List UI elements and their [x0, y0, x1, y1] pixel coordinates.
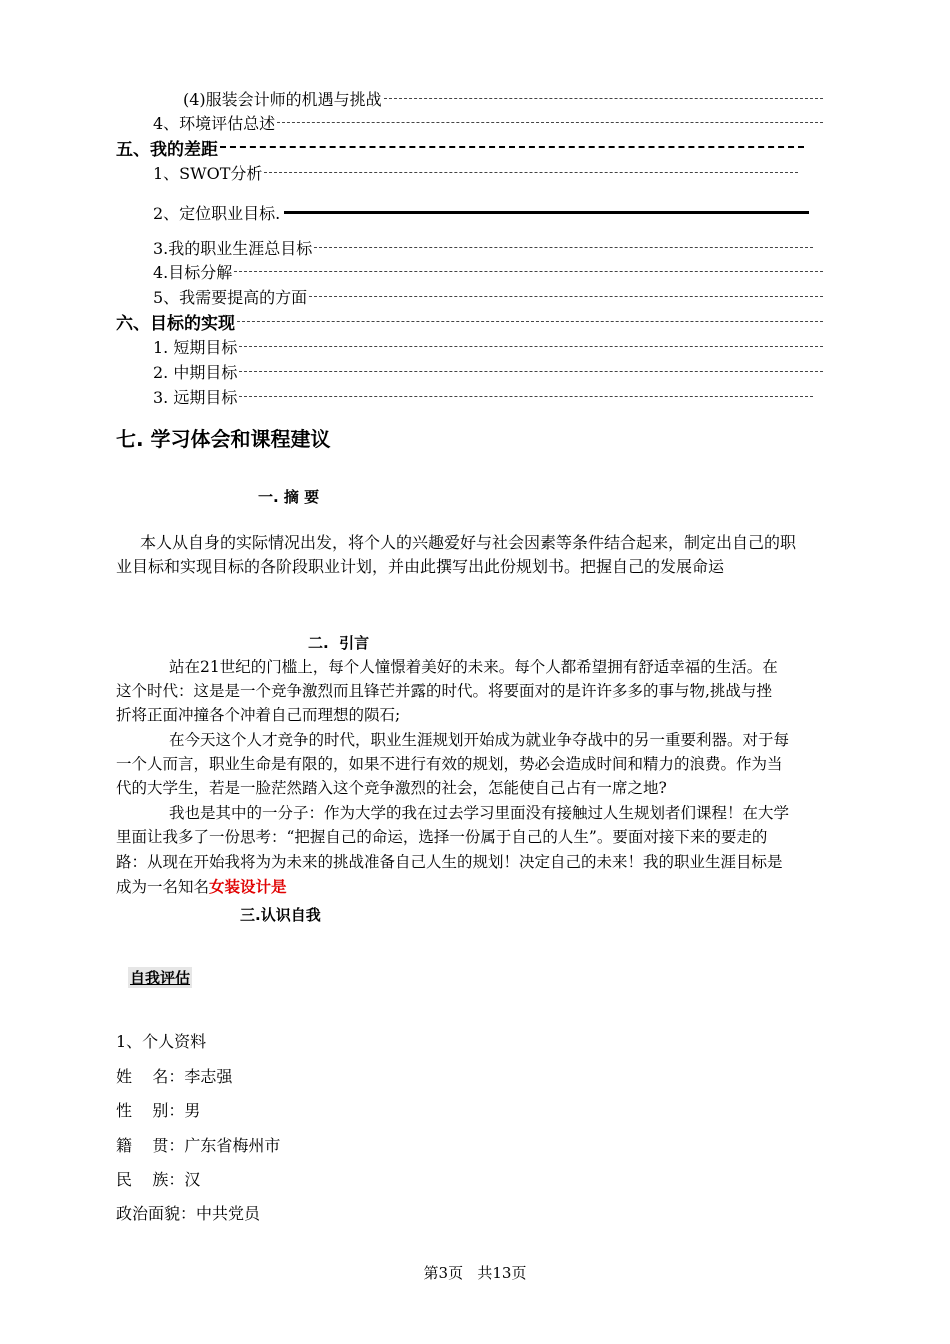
abstract-line-1: 本人从自身的实际情况出发，将个人的兴趣爱好与社会因素等条件结合起来，制定出自己的职 [140, 533, 797, 552]
profile-row [116, 1167, 200, 1190]
dot-leader [234, 271, 823, 272]
toc-item[interactable] [153, 359, 823, 383]
abstract-title: 一. 摘 要 [258, 488, 320, 506]
intro-p1-line-3: 折将正面冲撞各个冲着自己而理想的陨石; [116, 706, 401, 724]
abstract-line-2: 业目标和实现目标的各阶段职业计划，并由此撰写出此份规划书。把握自己的发展命运 [116, 557, 725, 576]
self-title: 三.认识自我 [240, 906, 321, 924]
page-footer: 第3页 共13页 [423, 1264, 527, 1282]
profile-value: 广东省梅州市 [184, 1136, 281, 1155]
toc-item[interactable] [116, 309, 823, 333]
intro-p2-line-3: 代的大学生，若是一脸茫然踏入这个竞争激烈的社会，怎能使自己占有一席之地? [116, 779, 667, 797]
dot-leader [264, 172, 798, 173]
intro-goal-text: 成为一名知名 [116, 878, 210, 896]
profile-label: 政治面貌： [116, 1204, 197, 1223]
toc-item[interactable] [153, 284, 823, 308]
dot-leader [237, 321, 823, 322]
profile-label: 民 族： [116, 1170, 185, 1189]
intro-title: 二. 引言 [308, 634, 370, 652]
toc-item[interactable] [153, 259, 823, 283]
toc-label: 六、目标的实现 [116, 313, 235, 333]
dot-leader [277, 122, 823, 123]
profile-value: 李志强 [184, 1067, 233, 1086]
profile-label: 性 别： [116, 1101, 185, 1120]
toc-label: 4.目标分解 [153, 262, 233, 282]
intro-p2-line-1: 在今天这个人才竞争的时代，职业生涯规划开始成为就业争夺战中的另一重要利器。对于每 [169, 731, 790, 749]
profile-row [116, 1098, 200, 1121]
intro-p1-line-2: 这个时代：这是是一个竞争激烈而且锋芒并露的时代。将要面对的是许许多多的事与物,挑战与挫 [116, 682, 772, 700]
toc-label: 3. 远期目标 [153, 387, 238, 407]
intro-p3-line-1: 我也是其中的一分子：作为大学的我在过去学习里面没有接触过人生规划者们课程！在大学 [169, 804, 790, 822]
section-7-heading: 七. 学习体会和课程建议 [116, 427, 331, 451]
dot-leader [314, 247, 813, 248]
toc-item[interactable] [153, 334, 823, 358]
toc-item[interactable] [153, 384, 813, 408]
intro-goal-highlight: 女装设计是 [209, 877, 287, 896]
self-eval-heading: 自我评估 [130, 969, 191, 987]
dot-leader [239, 346, 823, 347]
toc-item[interactable] [153, 200, 809, 224]
toc-item[interactable] [153, 235, 813, 259]
toc-label: 1. 短期目标 [153, 337, 238, 357]
toc-item[interactable] [153, 160, 798, 184]
profile-row [116, 1064, 232, 1087]
toc-label: 1、SWOT分析 [153, 163, 263, 183]
dot-leader [239, 371, 823, 372]
intro-p3-line-2: 里面让我多了一份思考：“把握自己的命运，选择一份属于自己的人生”。要面对接下来的要走的 [116, 828, 768, 846]
toc-label: 2. 中期目标 [153, 362, 238, 382]
profile-value: 汉 [184, 1170, 201, 1189]
dot-leader [220, 146, 804, 148]
intro-p1-line-1: 站在21世纪的门槛上，每个人憧憬着美好的未来。每个人都希望拥有舒适幸福的生活。在 [169, 658, 778, 676]
profile-title: 1、个人资料 [116, 1032, 207, 1051]
toc-label: 五、我的差距 [116, 139, 218, 159]
toc-item[interactable] [116, 135, 804, 159]
dot-leader [284, 211, 809, 214]
intro-p2-line-2: 一个人而言，职业生命是有限的，如果不进行有效的规划，势必会造成时间和精力的浪费。作为当 [116, 755, 783, 773]
toc-label: 5、我需要提高的方面 [153, 287, 308, 307]
profile-row [116, 1201, 260, 1224]
toc-label: (4)服装会计师的机遇与挑战 [183, 89, 382, 109]
toc-item[interactable] [153, 110, 823, 134]
toc-label: 2、定位职业目标. [153, 203, 281, 223]
profile-value: 中共党员 [196, 1204, 261, 1223]
intro-p3-line-3: 路：从现在开始我将为为未来的挑战准备自己人生的规划！决定自己的未来！我的职业生涯目标是 [116, 853, 783, 871]
dot-leader [239, 396, 813, 397]
toc-label: 3.我的职业生涯总目标 [153, 238, 313, 258]
dot-leader [384, 98, 823, 99]
toc-label: 4、环境评估总述 [153, 113, 276, 133]
profile-label: 籍 贯： [116, 1136, 185, 1155]
intro-p3-line-4 [116, 875, 287, 900]
profile-label: 姓 名： [116, 1067, 185, 1086]
dot-leader [309, 296, 823, 297]
toc-item[interactable] [183, 86, 823, 110]
profile-row [116, 1133, 280, 1156]
profile-value: 男 [184, 1101, 201, 1120]
